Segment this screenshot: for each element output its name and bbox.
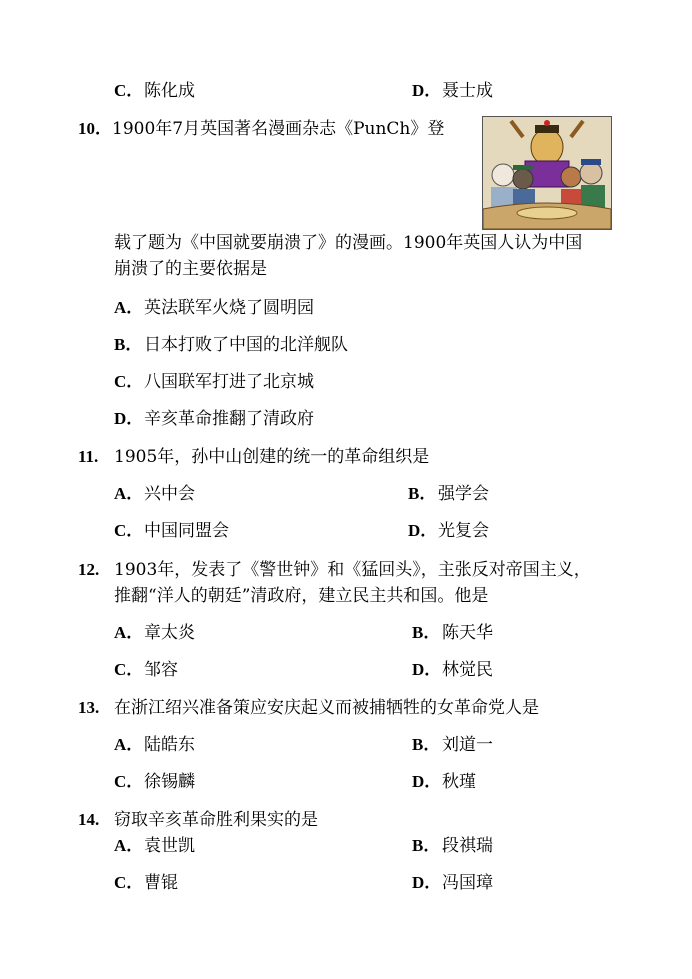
q11-option-c: C．中国同盟会: [114, 521, 229, 541]
q14-option-d: D．冯国璋: [412, 873, 493, 893]
q14-number: 14.: [78, 810, 100, 829]
q12-option-a: A．章太炎: [114, 623, 195, 643]
q14-option-a: A．袁世凯: [114, 836, 195, 856]
q10-option-b: B．日本打败了中国的北洋舰队: [114, 335, 348, 355]
q12-number: 12.: [78, 560, 100, 579]
q12-stem-line1: 12. 1903年，发表了《警世钟》和《猛回头》，主张反对帝国主义，: [78, 560, 591, 580]
q12-stem-line2: 推翻“洋人的朝廷”清政府，建立民主共和国。他是: [114, 586, 489, 606]
q13-stem: 13. 在浙江绍兴准备策应安庆起义而被捕牺牲的女革命党人是: [78, 698, 539, 718]
q11-option-b: B．强学会: [408, 484, 489, 504]
q13-option-a: A．陆皓东: [114, 735, 195, 755]
q10-stem-line1: 10．1900年7月英国著名漫画杂志《PunCh》登: [78, 119, 445, 139]
q10-stem-line3: 崩溃了的主要依据是: [114, 259, 267, 279]
q13-option-c: C．徐锡麟: [114, 772, 195, 792]
q12-option-c: C．邹容: [114, 660, 178, 680]
cartoon-illustration-icon: [483, 117, 611, 229]
q10-number: 10．: [78, 119, 112, 138]
q13-number: 13.: [78, 698, 100, 717]
q11-option-d: D．光复会: [408, 521, 489, 541]
q11-number: 11.: [78, 447, 99, 466]
q13-option-d: D．秋瑾: [412, 772, 476, 792]
q10-option-d: D．辛亥革命推翻了清政府: [114, 409, 314, 429]
q12-option-b: B．陈天华: [412, 623, 493, 643]
q11-stem: 11. 1905年，孙中山创建的统一的革命组织是: [78, 447, 430, 467]
q10-option-a: A．英法联军火烧了圆明园: [114, 298, 314, 318]
q10-option-c: C．八国联军打进了北京城: [114, 372, 314, 392]
q10-stem-line2: 载了题为《中国就要崩溃了》的漫画。1900年英国人认为中国: [114, 233, 583, 253]
q9-option-d: D．聂士成: [412, 81, 493, 101]
q12-option-d: D．林觉民: [412, 660, 493, 680]
q14-option-b: B．段祺瑞: [412, 836, 493, 856]
q11-option-a: A．兴中会: [114, 484, 195, 504]
q14-option-c: C．曹锟: [114, 873, 178, 893]
punch-cartoon-image: [482, 116, 612, 230]
q13-option-b: B．刘道一: [412, 735, 493, 755]
q9-option-c: C．陈化成: [114, 81, 195, 101]
q14-stem: 14. 窃取辛亥革命胜利果实的是: [78, 810, 318, 830]
